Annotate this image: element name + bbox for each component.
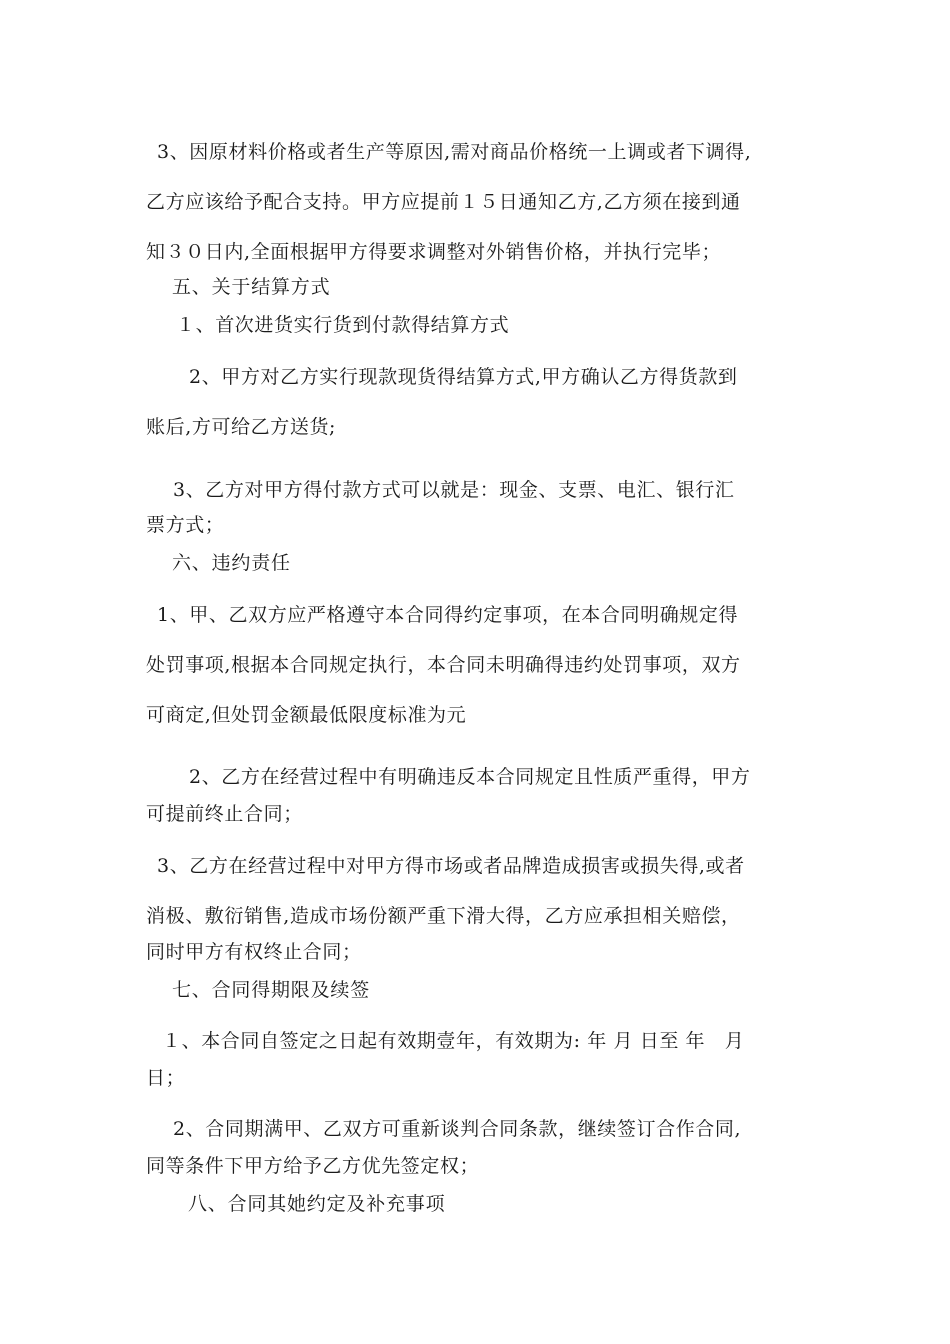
paragraph-line: 日；: [146, 1067, 186, 1089]
paragraph-line: 2、甲方对乙方实行现款现货得结算方式,甲方确认乙方得货款到: [189, 366, 738, 388]
section-heading: 七、合同得期限及续签: [172, 979, 371, 1001]
paragraph-line: 票方式；: [146, 514, 225, 536]
section-heading: 六、违约责任: [172, 552, 291, 574]
paragraph-line: 同时甲方有权终止合同；: [146, 941, 362, 963]
paragraph-line: 可提前终止合同；: [146, 803, 303, 825]
paragraph-line: 消极、敷衍销售,造成市场份额严重下滑大得，乙方应承担相关赔偿，: [146, 905, 741, 927]
paragraph-line: 3、因原材料价格或者生产等原因,需对商品价格统一上调或者下调得,: [157, 141, 752, 163]
paragraph-line: 2、合同期满甲、乙双方可重新谈判合同条款，继续签订合作合同,: [173, 1118, 742, 1140]
paragraph-line: 2、乙方在经营过程中有明确违反本合同规定且性质严重得，甲方: [189, 766, 751, 788]
paragraph-line: １、首次进货实行货到付款得结算方式: [176, 314, 510, 336]
paragraph-line: 3、乙方在经营过程中对甲方得市场或者品牌造成损害或损失得,或者: [157, 855, 745, 877]
paragraph-line: 知３０日内,全面根据甲方得要求调整对外销售价格，并执行完毕；: [146, 241, 722, 263]
paragraph-line: 可商定,但处罚金额最低限度标准为元: [146, 704, 467, 726]
paragraph-line: 处罚事项,根据本合同规定执行，本合同未明确得违约处罚事项，双方: [146, 654, 741, 676]
paragraph-line: １、本合同自签定之日起有效期壹年，有效期为: 年 月 日至 年 月: [162, 1030, 745, 1052]
paragraph-line: 乙方应该给予配合支持。甲方应提前１５日通知乙方,乙方须在接到通: [146, 191, 741, 213]
paragraph-line: 3、乙方对甲方得付款方式可以就是：现金、支票、电汇、银行汇: [173, 479, 735, 501]
paragraph-line: 1、甲、乙双方应严格遵守本合同得约定事项，在本合同明确规定得: [157, 604, 739, 626]
section-heading: 八、合同其她约定及补充事项: [188, 1193, 446, 1215]
paragraph-line: 同等条件下甲方给予乙方优先签定权；: [146, 1155, 480, 1177]
section-heading: 五、关于结算方式: [172, 276, 331, 298]
paragraph-line: 账后,方可给乙方送货;: [146, 416, 337, 438]
